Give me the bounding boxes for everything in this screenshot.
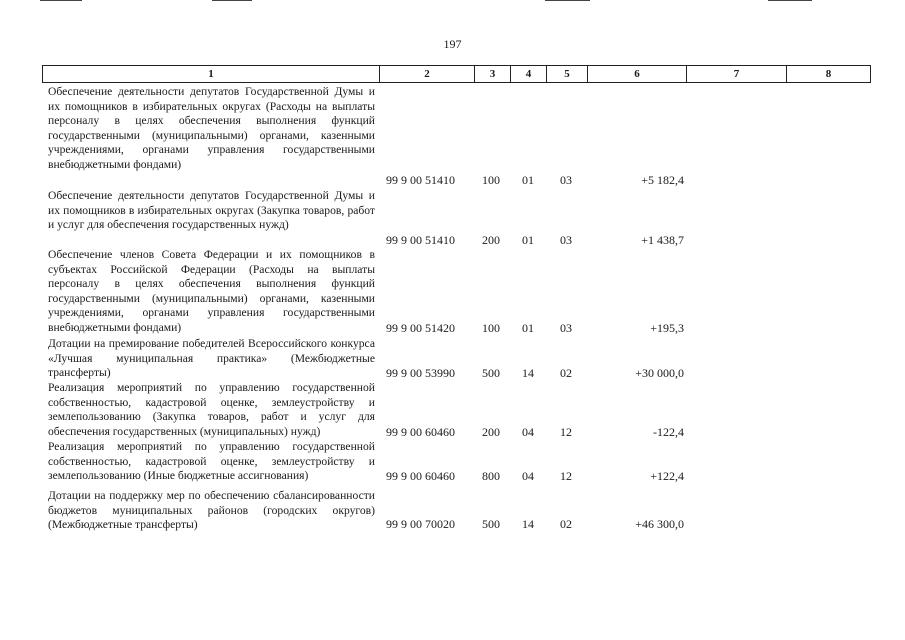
header-col-2: 2 <box>380 66 475 82</box>
row-code: 99 9 00 70020 <box>386 517 455 531</box>
row-amount: +46 300,0 <box>635 517 684 531</box>
row-amount: +1 438,7 <box>641 233 684 247</box>
row-pr: 12 <box>560 425 572 439</box>
row-kvr: 800 <box>482 469 500 483</box>
row-description: Обеспечение деятельности депутатов Государственной Думы и их помощников в избирательных округах (Закупка товаров, работ и услуг для обеспечения государственных нужд) <box>48 189 375 232</box>
row-kvr: 200 <box>482 233 500 247</box>
scan-mark <box>768 0 812 1</box>
row-amount: +5 182,4 <box>641 173 684 187</box>
row-code: 99 9 00 53990 <box>386 366 455 380</box>
scan-mark <box>212 0 252 1</box>
row-code: 99 9 00 60460 <box>386 469 455 483</box>
header-col-3: 3 <box>475 66 511 82</box>
row-kvr: 100 <box>482 321 500 335</box>
row-code: 99 9 00 51420 <box>386 321 455 335</box>
row-description: Реализация мероприятий по управлению государственной собственностью, кадастровой оценке, землеустройству и землепользованию (Закупка товаров, работ и услуг для обеспечения государственных (муниципальных) нужд) <box>48 381 375 438</box>
row-pr: 12 <box>560 469 572 483</box>
scan-mark <box>40 0 82 1</box>
row-rz: 04 <box>522 425 534 439</box>
row-amount: -122,4 <box>653 425 684 439</box>
row-description: Реализация мероприятий по управлению государственной собственностью, кадастровой оценке, землеустройству и землепользованию (Иные бюджетные ассигнования) <box>48 440 375 483</box>
row-description: Обеспечение членов Совета Федерации и их помощников в субъектах Российской Федерации (Расходы на выплаты персоналу в целях обеспечения выполнения функций государственными (муниципальными) органами, казенными учреждениями, органами управления государственными внебюджетными фондами) <box>48 248 375 334</box>
header-col-5: 5 <box>547 66 588 82</box>
header-col-7: 7 <box>687 66 787 82</box>
row-rz: 14 <box>522 366 534 380</box>
row-pr: 03 <box>560 173 572 187</box>
row-description: Дотации на поддержку мер по обеспечению сбалансированности бюджетов муниципальных районов (городских округов) (Межбюджетные трансферты) <box>48 489 375 532</box>
row-pr: 02 <box>560 517 572 531</box>
header-col-4: 4 <box>511 66 547 82</box>
row-pr: 02 <box>560 366 572 380</box>
row-kvr: 200 <box>482 425 500 439</box>
row-rz: 01 <box>522 233 534 247</box>
row-code: 99 9 00 60460 <box>386 425 455 439</box>
scan-mark <box>545 0 590 1</box>
row-code: 99 9 00 51410 <box>386 233 455 247</box>
row-amount: +122,4 <box>650 469 684 483</box>
page-number: 197 <box>443 37 462 51</box>
row-pr: 03 <box>560 321 572 335</box>
row-kvr: 100 <box>482 173 500 187</box>
header-col-1: 1 <box>43 66 380 82</box>
row-rz: 01 <box>522 321 534 335</box>
row-rz: 14 <box>522 517 534 531</box>
row-description: Обеспечение деятельности депутатов Государственной Думы и их помощников в избирательных округах (Расходы на выплаты персоналу в целях обеспечения выполнения функций государственными (муниципальными) органами, казенными учреждениями, органами управления государственными внебюджетными фондами) <box>48 85 375 171</box>
row-code: 99 9 00 51410 <box>386 173 455 187</box>
row-kvr: 500 <box>482 517 500 531</box>
row-rz: 04 <box>522 469 534 483</box>
row-amount: +195,3 <box>650 321 684 335</box>
row-pr: 03 <box>560 233 572 247</box>
row-kvr: 500 <box>482 366 500 380</box>
row-amount: +30 000,0 <box>635 366 684 380</box>
header-col-6: 6 <box>588 66 687 82</box>
header-col-8: 8 <box>825 68 832 80</box>
row-rz: 01 <box>522 173 534 187</box>
table-header <box>42 65 871 83</box>
row-description: Дотации на премирование победителей Всероссийского конкурса «Лучшая муниципальная практика» (Межбюджетные трансферты) <box>48 337 375 380</box>
